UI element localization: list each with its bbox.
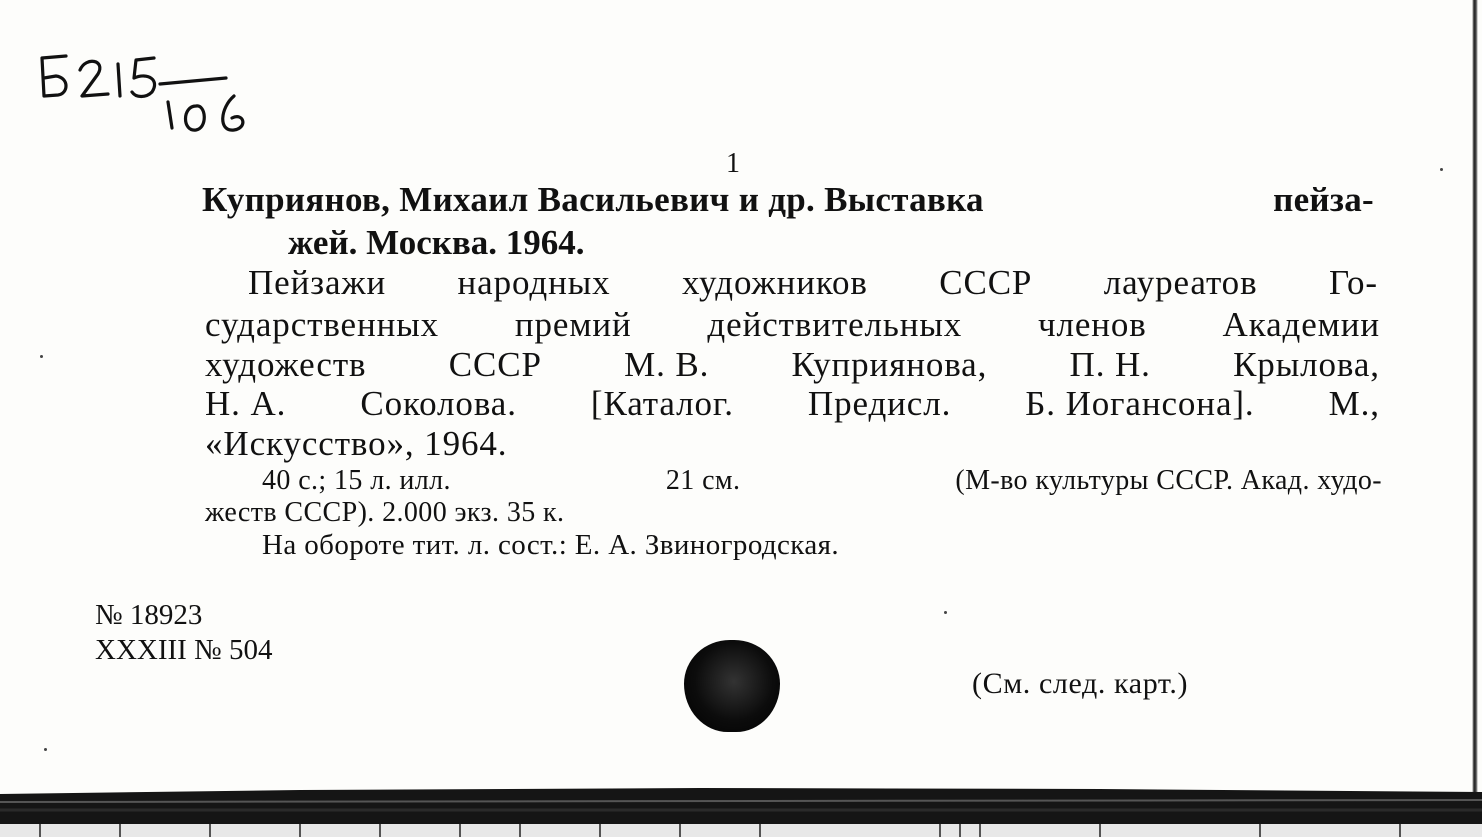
word: премий <box>514 305 632 344</box>
word: [Каталог. <box>590 384 734 423</box>
card-right-edge <box>1472 0 1482 837</box>
word: лауреатов <box>1103 263 1258 302</box>
title-hyphenated-end: пейза- <box>1273 180 1374 219</box>
word: Академии <box>1222 305 1380 344</box>
dust-speck <box>44 748 47 751</box>
dust-speck <box>944 611 947 614</box>
inventory-number: XXXIII № 504 <box>95 634 273 666</box>
word: Крылова, <box>1233 345 1380 384</box>
handwritten-shelfmark <box>36 48 266 138</box>
word: художеств <box>205 345 367 384</box>
description-line-5: «Искусство», 1964. <box>205 424 508 463</box>
word: Куприянова, <box>791 345 988 384</box>
dust-speck <box>40 355 43 358</box>
word: М. В. <box>624 345 710 384</box>
word: Предисл. <box>807 384 952 423</box>
collation-line-1 <box>262 465 1382 497</box>
accession-number: № 18923 <box>95 599 203 631</box>
word: народных <box>457 263 611 302</box>
word: Б. Иогансона]. <box>1025 384 1255 423</box>
word: Н. А. <box>205 384 287 423</box>
dust-speck <box>1440 168 1443 171</box>
collation-pages: 40 с.; 15 л. илл. <box>262 465 451 496</box>
collation-series: (М-во культуры СССР. Акад. худо- <box>955 465 1382 496</box>
title-heading-line2: жей. Москва. 1964. <box>288 223 585 262</box>
scan-bottom-edge <box>0 780 1482 837</box>
description-line-4 <box>205 384 1380 424</box>
word: членов <box>1037 305 1147 344</box>
word: П. Н. <box>1069 345 1151 384</box>
word: художников <box>681 263 868 302</box>
compiler-note: На обороте тит. л. сост.: Е. А. Звиногродская. <box>262 529 840 561</box>
word: сударственных <box>205 305 440 344</box>
title-heading-line1 <box>202 180 1374 220</box>
word: Соколова. <box>360 384 517 423</box>
title-author-text: Куприянов, Михаил Васильевич и др. Выставка <box>202 180 984 219</box>
word: СССР <box>939 263 1033 302</box>
collation-line-2: жеств СССР). 2.000 экз. 35 к. <box>205 497 565 528</box>
punch-hole <box>684 640 780 732</box>
description-line-1 <box>248 263 1378 303</box>
word: действительных <box>707 305 963 344</box>
word: Пейзажи <box>248 263 387 302</box>
card-sequence-number: 1 <box>726 148 740 179</box>
continued-note: (См. след. карт.) <box>972 667 1189 700</box>
word: М., <box>1328 384 1380 423</box>
word: СССР <box>448 345 542 384</box>
collation-size: 21 см. <box>665 465 741 496</box>
word: Го- <box>1328 263 1378 302</box>
description-line-2 <box>205 305 1380 345</box>
description-line-3 <box>205 345 1380 385</box>
